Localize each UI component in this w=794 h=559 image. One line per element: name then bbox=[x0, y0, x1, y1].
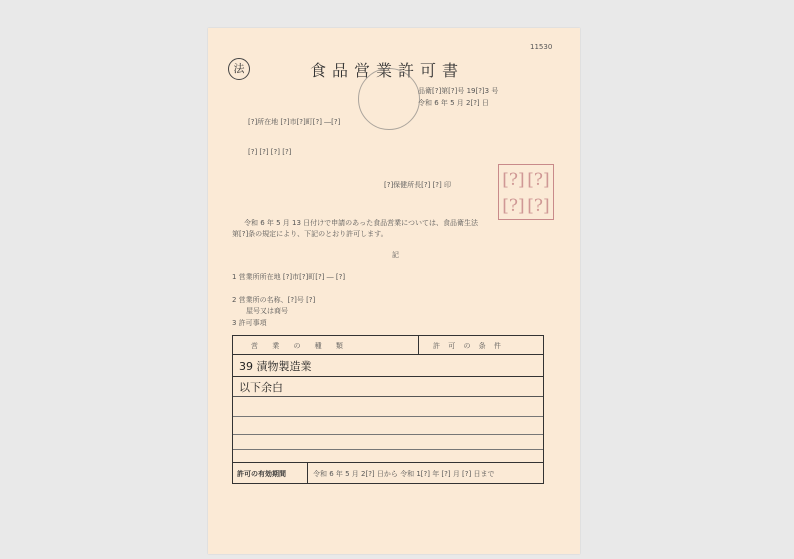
issuing-authority: [?]保健所長[?] [?] 印 bbox=[384, 181, 451, 189]
table-row bbox=[233, 376, 543, 397]
applicant-name: [?] [?] [?] [?] bbox=[248, 148, 292, 156]
body-paragraph-1: 令和 6 年 5 月 13 日付けで申請のあった食品営業については、食品衛生法 bbox=[244, 219, 478, 227]
seal-char: [?] bbox=[502, 170, 525, 190]
table-header bbox=[233, 336, 543, 355]
official-seal bbox=[498, 164, 554, 220]
applicant-address: [?]所在地 [?]市[?]町[?] ―[?] bbox=[248, 118, 341, 126]
table-row bbox=[233, 354, 543, 377]
permit-document bbox=[208, 28, 580, 554]
header-permit-conditions: 許 可 の 条 件 bbox=[433, 342, 504, 350]
faint-circle-stamp-icon bbox=[358, 68, 420, 130]
validity-row bbox=[233, 462, 543, 484]
header-business-type: 営 業 の 種 類 bbox=[251, 342, 349, 350]
permit-table bbox=[232, 335, 544, 484]
seal-char: [?] bbox=[502, 196, 525, 216]
stamp-circle-icon: 法 bbox=[228, 58, 250, 80]
item-name: 2 営業所の名称、[?]号 [?] bbox=[232, 296, 316, 304]
item-address: 1 営業所所在地 [?]市[?]町[?] ― [?] bbox=[232, 273, 346, 281]
ki-heading: 記 bbox=[392, 251, 399, 259]
blank-marker: 以下余白 bbox=[239, 381, 283, 394]
business-type-entry: 39 漬物製造業 bbox=[239, 360, 312, 373]
validity-label: 許可の有効期間 bbox=[237, 470, 286, 478]
document-title: 食品営業許可書 bbox=[310, 61, 465, 80]
reference-number: 品衛[?]第[?]号 19[?]3 号 bbox=[418, 87, 499, 95]
issue-date: 令和 6 年 5 月 2[?] 日 bbox=[418, 99, 489, 107]
document-number: 11530 bbox=[530, 43, 553, 51]
item-permit-details: 3 許可事項 bbox=[232, 319, 267, 327]
seal-char: [?] bbox=[527, 196, 550, 216]
body-paragraph-2: 第[?]条の規定により、下記のとおり許可します。 bbox=[232, 230, 388, 238]
validity-period: 令和 6 年 5 月 2[?] 日から 令和 1[?] 年 [?] 月 [?] 日まで bbox=[313, 470, 495, 478]
seal-char: [?] bbox=[527, 170, 550, 190]
item-name-sub: 屋号又は商号 bbox=[246, 307, 288, 315]
